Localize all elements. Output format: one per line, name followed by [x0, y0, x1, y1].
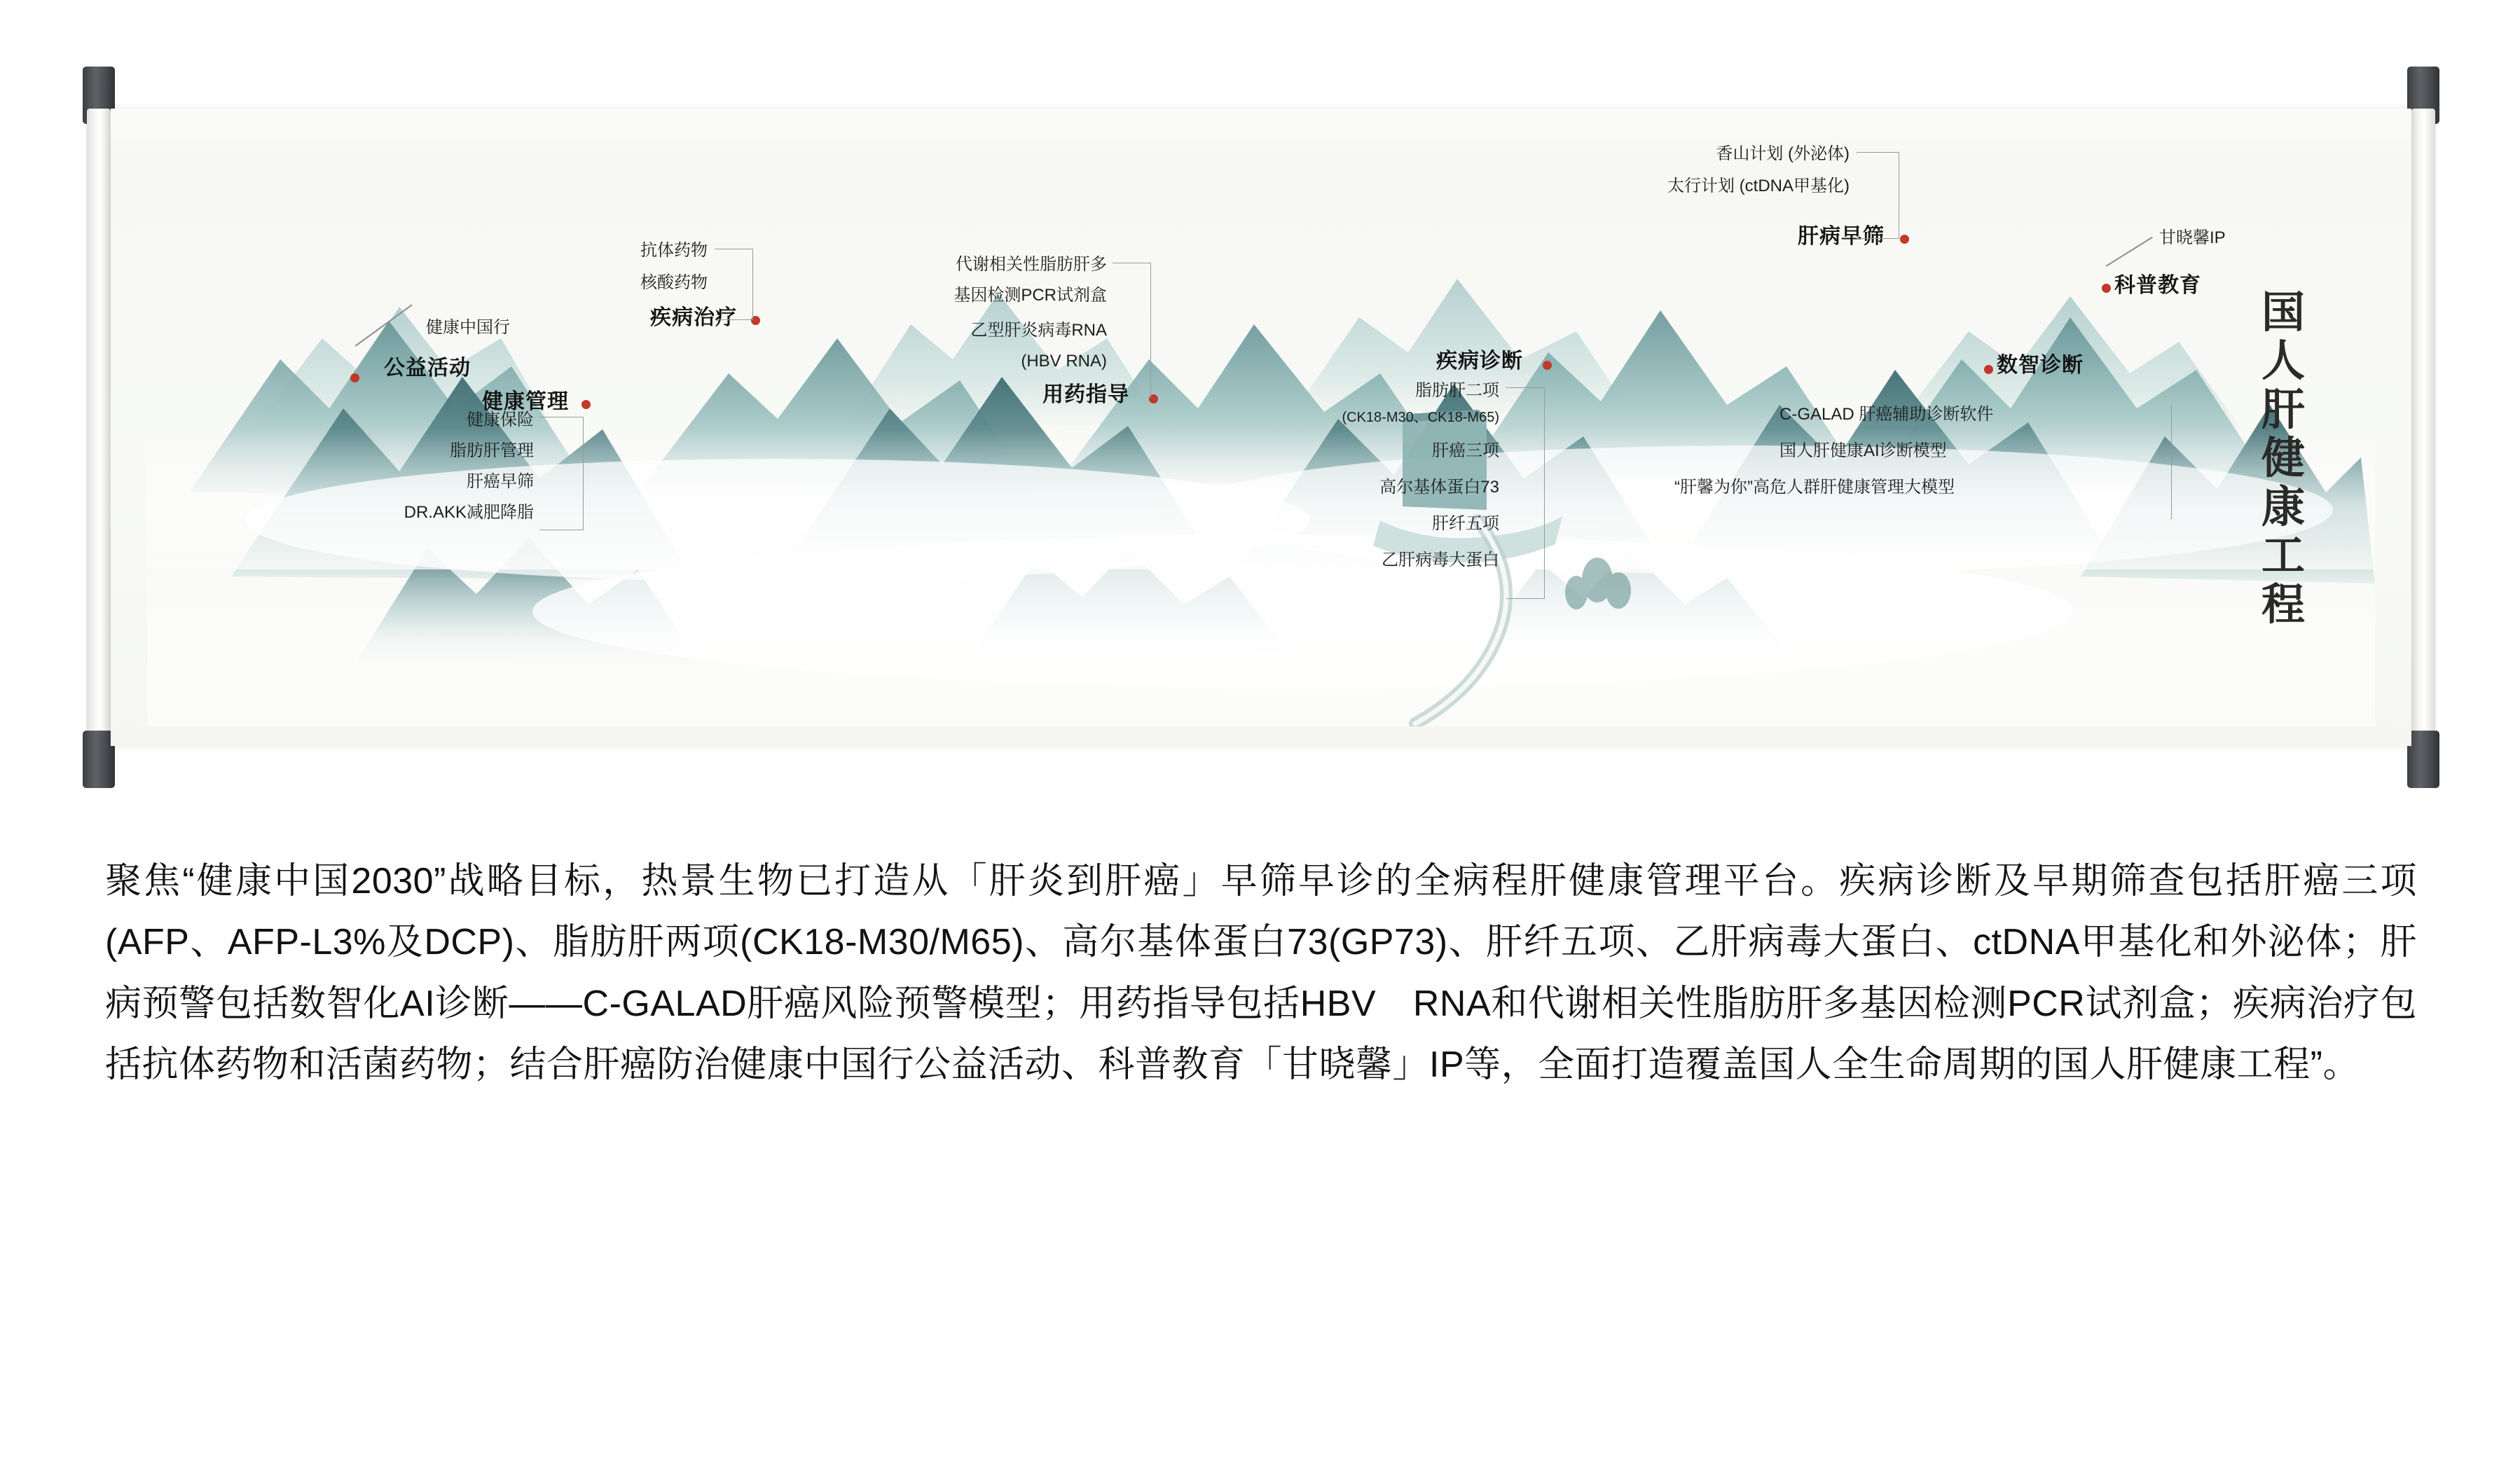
marker-dot-jibingzhenduan [1543, 361, 1552, 370]
marker-dot-shuzhizhenduan [1984, 365, 1993, 374]
annotation-jibingzhenduan-item-2: 肝癌三项 [1432, 441, 1499, 460]
vertical-title-char-3: 健 [2261, 435, 2306, 483]
vertical-title-char-6: 程 [2261, 581, 2306, 629]
annotation-jibingzhenduan-item-0: 脂肪肝二项 [1415, 381, 1499, 400]
annotation-yongyaozhidao-item-2: 乙型肝炎病毒RNA [970, 321, 1107, 340]
annotation-jiankangguanli-head: 健康管理 [482, 390, 569, 413]
annotation-jiankangguanli-item-2: 肝癌早筛 [467, 472, 534, 491]
annotation-jiankangguanli-item-1: 脂肪肝管理 [450, 441, 534, 460]
annotation-gongyi-item-0: 健康中国行 [426, 318, 510, 337]
marker-dot-kepujiaoyu [2102, 284, 2111, 293]
marker-dot-jiankangguanli [581, 400, 591, 409]
annotation-jibingzhiliao-item-0: 抗体药物 [640, 241, 708, 260]
annotation-shuzhizhenduan-item-0: C-GALAD 肝癌辅助诊断软件 [1779, 405, 1994, 424]
vertical-title-char-5: 工 [2261, 532, 2306, 581]
vertical-title-char-1: 人 [2261, 338, 2306, 386]
annotation-shuzhizhenduan-item-2: “肝馨为你”高危人群肝健康管理大模型 [1674, 478, 1955, 497]
leader-line-kepujiaoyu [2106, 237, 2153, 267]
annotation-jibingzhenduan-item-3: 高尔基体蛋白73 [1379, 478, 1499, 497]
leader-bracket-shuzhizhenduan [2170, 406, 2172, 519]
annotation-ganbingzaoshai-head: 肝病早筛 [1798, 225, 1885, 248]
vertical-title-char-2: 肝 [2261, 386, 2306, 434]
annotation-kepujiaoyu-item-0: 甘晓馨IP [2159, 228, 2226, 247]
scroll-paper [111, 109, 2411, 746]
annotation-gongyi-head: 公益活动 [384, 357, 471, 380]
annotation-shuzhizhenduan-item-1: 国人肝健康AI诊断模型 [1779, 441, 1947, 460]
annotation-layer [147, 128, 2375, 726]
roller-rod-right [2411, 109, 2435, 746]
annotation-yongyaozhidao-head: 用药指导 [1042, 383, 1129, 406]
vertical-title [2242, 289, 2326, 630]
annotation-jibingzhenduan-item-4: 肝纤五项 [1432, 514, 1499, 533]
marker-dot-gongyi [350, 373, 359, 382]
annotation-yongyaozhidao-item-3: (HBV RNA) [1021, 352, 1107, 371]
leader-line-gongyi [355, 304, 413, 346]
leader-bracket-ganbingzaoshai [1857, 152, 1899, 239]
leader-bracket-jibingzhiliao [715, 249, 753, 320]
annotation-ganbingzaoshai-item-1: 太行计划 (ctDNA甲基化) [1667, 177, 1850, 195]
vertical-title-char-4: 康 [2261, 483, 2306, 532]
annotation-jibingzhiliao-head: 疾病治疗 [650, 306, 737, 329]
annotation-jiankangguanli-item-0: 健康保险 [467, 410, 534, 429]
painting-canvas [147, 128, 2375, 726]
leader-bracket-jibingzhenduan [1506, 387, 1545, 599]
leader-bracket-yongyaozhidao [1113, 263, 1151, 398]
marker-dot-ganbingzaoshai [1900, 235, 1909, 244]
caption-paragraph: 聚焦“健康中国2030”战略目标，热景生物已打造从「肝炎到肝癌」早筛早诊的全病程肝健康管理平台。疾病诊断及早期筛查包括肝癌三项(AFP、AFP-L3%及DCP)、脂肪肝两项(CK18-M30/M65)、高尔基体蛋白73(GP73)、肝纤五项、乙肝病毒大蛋白、ctDNA甲基化和外泌体；肝病预警包括数智化AI诊断——C-GALAD肝癌风险预警模型；用药指导包括HBV RNA和代谢相关性脂肪肝多基因检测PCR试剂盒；疾病治疗包括抗体药物和活菌药物；结合肝癌防治健康中国行公益活动、科普教育「甘晓馨」IP等，全面打造覆盖国人全生命周期的国人肝健康工程”。 [105, 861, 2417, 1086]
vertical-title-char-0: 国 [2261, 289, 2306, 337]
roller-rod-left [87, 109, 111, 746]
scroll-roller-right [2407, 67, 2439, 788]
annotation-shuzhizhenduan-head: 数智诊断 [1997, 354, 2084, 377]
annotation-jiankangguanli-item-3: DR.AKK减肥降脂 [404, 503, 534, 522]
annotation-jibingzhenduan-item-5: 乙肝病毒大蛋白 [1382, 551, 1499, 569]
leader-bracket-jiankangguanli [539, 417, 584, 530]
annotation-yongyaozhidao-item-0: 代谢相关性脂肪肝多 [956, 255, 1107, 274]
annotation-jibingzhenduan-head: 疾病诊断 [1436, 350, 1523, 373]
annotation-ganbingzaoshai-item-0: 香山计划 (外泌体) [1716, 144, 1850, 163]
roller-cap-bottom-right [2407, 731, 2439, 788]
annotation-jibingzhenduan-item-1: (CK18-M30、CK18-M65) [1342, 410, 1499, 425]
annotation-jibingzhiliao-item-1: 核酸药物 [640, 273, 708, 292]
annotation-yongyaozhidao-item-1: 基因检测PCR试剂盒 [953, 286, 1107, 305]
scroll-painting [70, 67, 2452, 788]
annotation-kepujiaoyu-head: 科普教育 [2114, 274, 2201, 297]
